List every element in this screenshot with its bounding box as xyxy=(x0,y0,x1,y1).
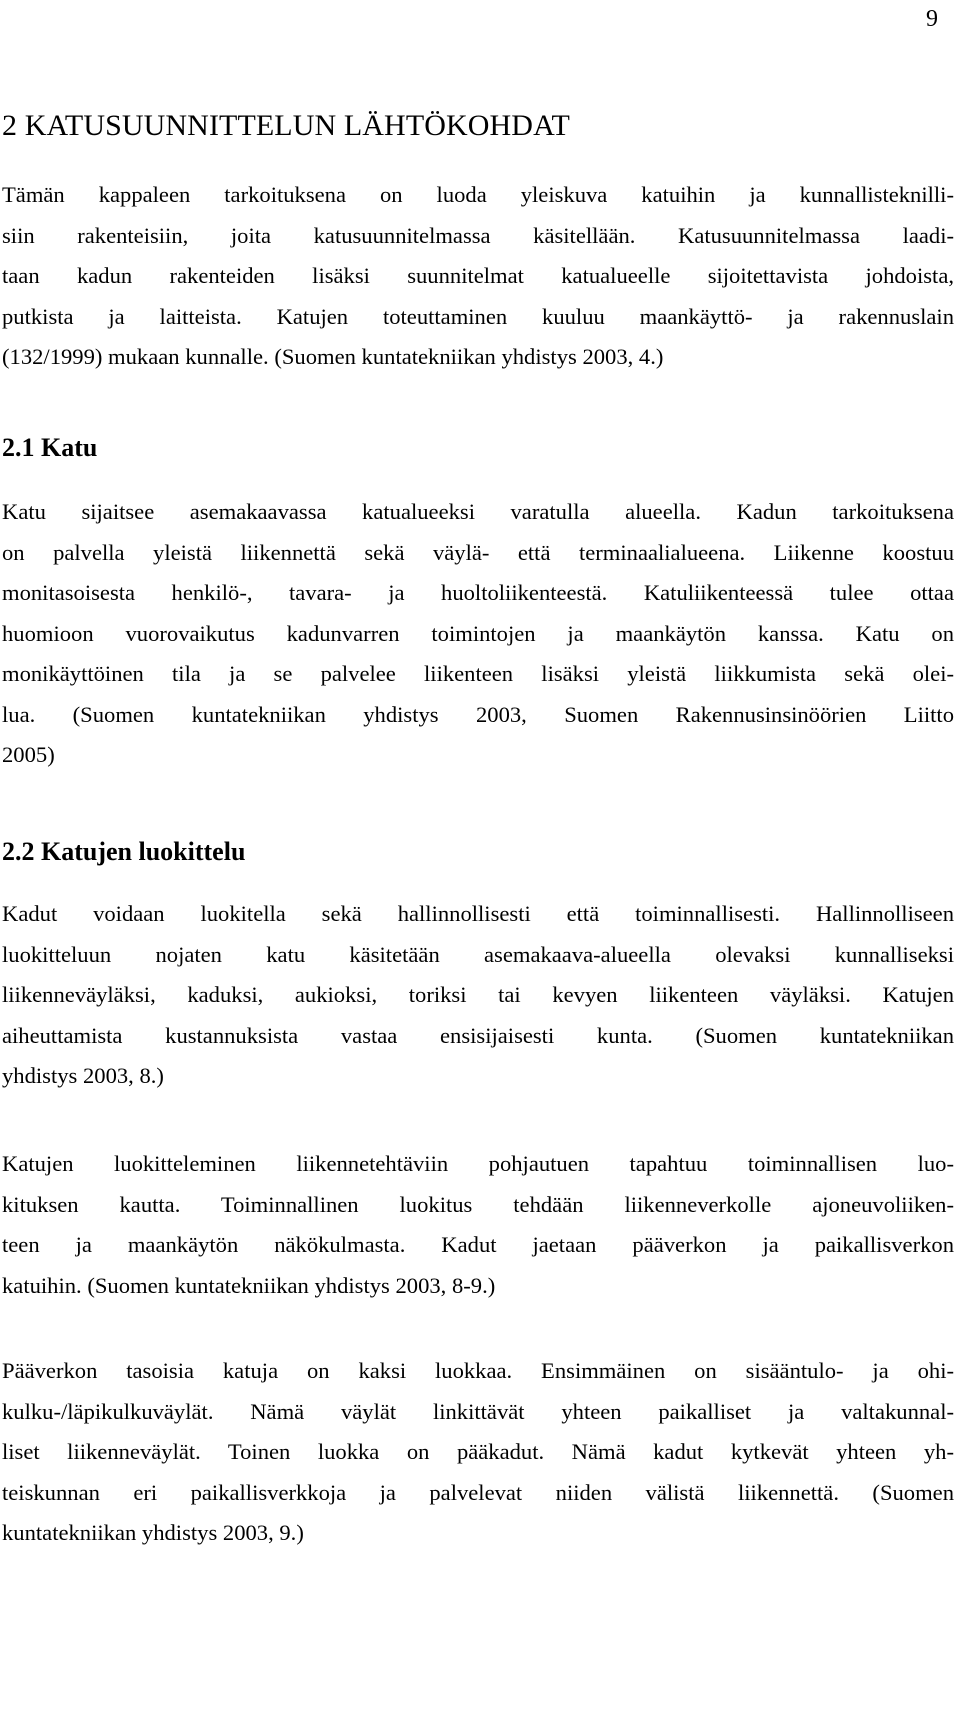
text-line: kituksen kautta. Toiminnallinen luokitus tehdään liikenneverkolle ajoneuvoliiken- xyxy=(2,1191,954,1217)
text-line: teen ja maankäytön näkökulmasta. Kadut jaetaan pääverkon ja paikallisverkon xyxy=(2,1232,954,1257)
text-line: siin rakenteisiin, joita katusuunnitelmassa käsitellään. Katusuunnitelmassa laadi- xyxy=(2,222,954,248)
section-2-2-paragraph-1 xyxy=(2,894,954,1097)
section-heading-2-2: 2.2 Katujen luokittelu xyxy=(2,837,246,866)
text-line: Tämän kappaleen tarkoituksena on luoda yleiskuva katuihin ja kunnallisteknilli- xyxy=(2,182,954,207)
main-heading: 2 KATUSUUNNITTELUN LÄHTÖKOHDAT xyxy=(2,109,570,142)
text-line: lua. (Suomen kuntatekniikan yhdistys 2003, Suomen Rakennusinsinöörien Liitto xyxy=(2,701,954,727)
text-line: taan kadun rakenteiden lisäksi suunnitelmat katualueelle sijoitettavista johdoista, xyxy=(2,263,954,288)
text-line: katuihin. (Suomen kuntatekniikan yhdistys 2003, 8-9.) xyxy=(2,1272,496,1298)
text-line: yhdistys 2003, 8.) xyxy=(2,1063,164,1088)
text-line: Katu sijaitsee asemakaavassa katualueeksi varatulla alueella. Kadun tarkoituksena xyxy=(2,499,954,524)
section-2-2-paragraph-3 xyxy=(2,1351,954,1554)
text-line: liikenneväyläksi, kaduksi, aukioksi, toriksi tai kevyen liikenteen väyläksi. Katujen xyxy=(2,982,954,1007)
text-line: Kadut voidaan luokitella sekä hallinnollisesti että toiminnallisesti. Hallinnolliseen xyxy=(2,901,954,926)
text-line: monitasoisesta henkilö-, tavara- ja huoltoliikenteestä. Katuliikenteessä tulee ottaa xyxy=(2,580,954,605)
section-2-1-paragraph xyxy=(2,492,954,776)
text-line: huomioon vuorovaikutus kadunvarren toimintojen ja maankäytön kanssa. Katu on xyxy=(2,620,954,646)
intro-paragraph xyxy=(2,175,954,378)
text-line: (132/1999) mukaan kunnalle. (Suomen kuntatekniikan yhdistys 2003, 4.) xyxy=(2,344,664,369)
page-number: 9 xyxy=(926,6,938,32)
text-line: luokitteluun nojaten katu käsitetään asemakaava-alueella olevaksi kunnalliseksi xyxy=(2,941,954,967)
section-heading-2-1: 2.1 Katu xyxy=(2,433,98,462)
text-line: teiskunnan eri paikallisverkkoja ja palvelevat niiden välistä liikennettä. (Suomen xyxy=(2,1479,954,1505)
text-line: aiheuttamista kustannuksista vastaa ensisijaisesti kunta. (Suomen kuntatekniikan xyxy=(2,1022,954,1048)
text-line: Katujen luokitteleminen liikennetehtäviin pohjautuen tapahtuu toiminnallisen luo- xyxy=(2,1151,954,1176)
text-line: putkista ja laitteista. Katujen toteuttaminen kuuluu maankäyttö- ja rakennuslain xyxy=(2,303,954,329)
text-line: kulku-/läpikulkuväylät. Nämä väylät linkittävät yhteen paikalliset ja valtakunnal- xyxy=(2,1398,954,1424)
text-line: monikäyttöinen tila ja se palvelee liikenteen lisäksi yleistä liikkumista sekä olei- xyxy=(2,661,954,686)
section-2-2-paragraph-2 xyxy=(2,1144,954,1306)
text-line: Pääverkon tasoisia katuja on kaksi luokkaa. Ensimmäinen on sisääntulo- ja ohi- xyxy=(2,1358,954,1383)
text-line: liset liikenneväylät. Toinen luokka on pääkadut. Nämä kadut kytkevät yhteen yh- xyxy=(2,1439,954,1464)
text-line: 2005) xyxy=(2,742,55,767)
text-line: on palvella yleistä liikennettä sekä väylä- että terminaalialueena. Liikenne koostuu xyxy=(2,539,954,565)
text-line: kuntatekniikan yhdistys 2003, 9.) xyxy=(2,1520,304,1545)
